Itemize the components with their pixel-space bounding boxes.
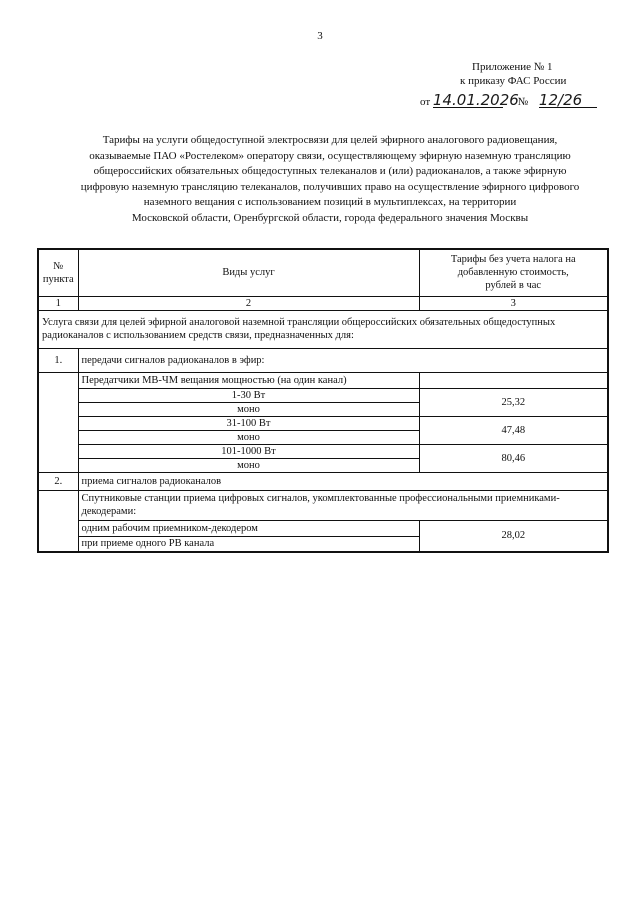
empty-cell bbox=[38, 372, 78, 472]
handwritten-date: 14.01.2026 bbox=[432, 91, 519, 109]
tariff-value: 47,48 bbox=[419, 416, 608, 444]
column-number-row bbox=[38, 296, 608, 310]
sub-heading: Спутниковые станции приема цифровых сигналов, укомплектованные профессиональными приемниками-декодерами: bbox=[78, 490, 608, 520]
table-row bbox=[38, 388, 608, 402]
table-row bbox=[38, 490, 608, 520]
table-row bbox=[38, 444, 608, 458]
tariff-value: 80,46 bbox=[419, 444, 608, 472]
column-number: 1 bbox=[38, 296, 78, 310]
table-row bbox=[38, 416, 608, 430]
document-title bbox=[52, 133, 608, 227]
page-number: 3 bbox=[317, 30, 323, 42]
item-label: передачи сигналов радиоканалов в эфир: bbox=[78, 348, 608, 372]
mode: моно bbox=[78, 402, 419, 416]
appendix-header bbox=[420, 60, 605, 109]
receiver-row: одним рабочим приемником-декодером bbox=[78, 520, 419, 536]
appendix-date-number bbox=[420, 93, 605, 109]
table-row bbox=[38, 372, 608, 388]
date-prefix: от bbox=[420, 96, 431, 108]
mode: моно bbox=[78, 430, 419, 444]
appendix-order: к приказу ФАС России bbox=[460, 75, 567, 87]
column-number: 2 bbox=[78, 296, 419, 310]
header-tariff: Тарифы без учета налога на добавленную стоимость, рублей в час bbox=[419, 249, 608, 296]
header-number: № пункта bbox=[38, 249, 78, 296]
item-number: 1. bbox=[38, 348, 78, 372]
section-row bbox=[38, 310, 608, 348]
power-range: 31-100 Вт bbox=[78, 416, 419, 430]
title-line: Московской области, Оренбургской области, города федерального значения Москвы bbox=[131, 211, 529, 224]
title-line: цифровую наземную трансляцию телеканалов, получивших право на осуществление эфирного цифрового bbox=[80, 180, 580, 193]
table-row bbox=[38, 348, 608, 372]
title-line: общероссийских обязательных общедоступных телеканалов и (или) радиоканалов, а также эфирную bbox=[93, 165, 567, 178]
power-range: 101-1000 Вт bbox=[78, 444, 419, 458]
header-services: Виды услуг bbox=[78, 249, 419, 296]
power-range: 1-30 Вт bbox=[78, 388, 419, 402]
table-header-row bbox=[38, 249, 608, 296]
table-row bbox=[38, 520, 608, 536]
empty-cell bbox=[419, 372, 608, 388]
title-line: Тарифы на услуги общедоступной электросвязи для целей эфирного аналогового радиовещания, bbox=[102, 134, 558, 146]
mode: моно bbox=[78, 458, 419, 472]
empty-cell bbox=[38, 490, 78, 552]
title-line: наземного вещания с использованием позиций в мультиплексах, на территории bbox=[143, 196, 517, 209]
column-number: 3 bbox=[419, 296, 608, 310]
item-label: приема сигналов радиоканалов bbox=[78, 472, 608, 490]
handwritten-number: 12/26 bbox=[539, 93, 597, 108]
tariff-value: 28,02 bbox=[419, 520, 608, 552]
tariff-value: 25,32 bbox=[419, 388, 608, 416]
tariff-table bbox=[37, 248, 609, 553]
number-prefix: № bbox=[517, 96, 529, 108]
table-row bbox=[38, 472, 608, 490]
title-line: оказываемые ПАО «Ростелеком» оператору связи, осуществляющему эфирную наземную трансляцию bbox=[89, 149, 571, 162]
appendix-title: Приложение № 1 bbox=[472, 61, 553, 73]
item-number: 2. bbox=[38, 472, 78, 490]
sub-heading: Передатчики МВ-ЧМ вещания мощностью (на один канал) bbox=[78, 372, 419, 388]
channel-row: при приеме одного РВ канала bbox=[78, 536, 419, 552]
section-title: Услуга связи для целей эфирной аналоговой наземной трансляции общероссийских обязательных общедоступных радиоканалов с использованием средств связи, предназначенных для: bbox=[38, 310, 608, 348]
